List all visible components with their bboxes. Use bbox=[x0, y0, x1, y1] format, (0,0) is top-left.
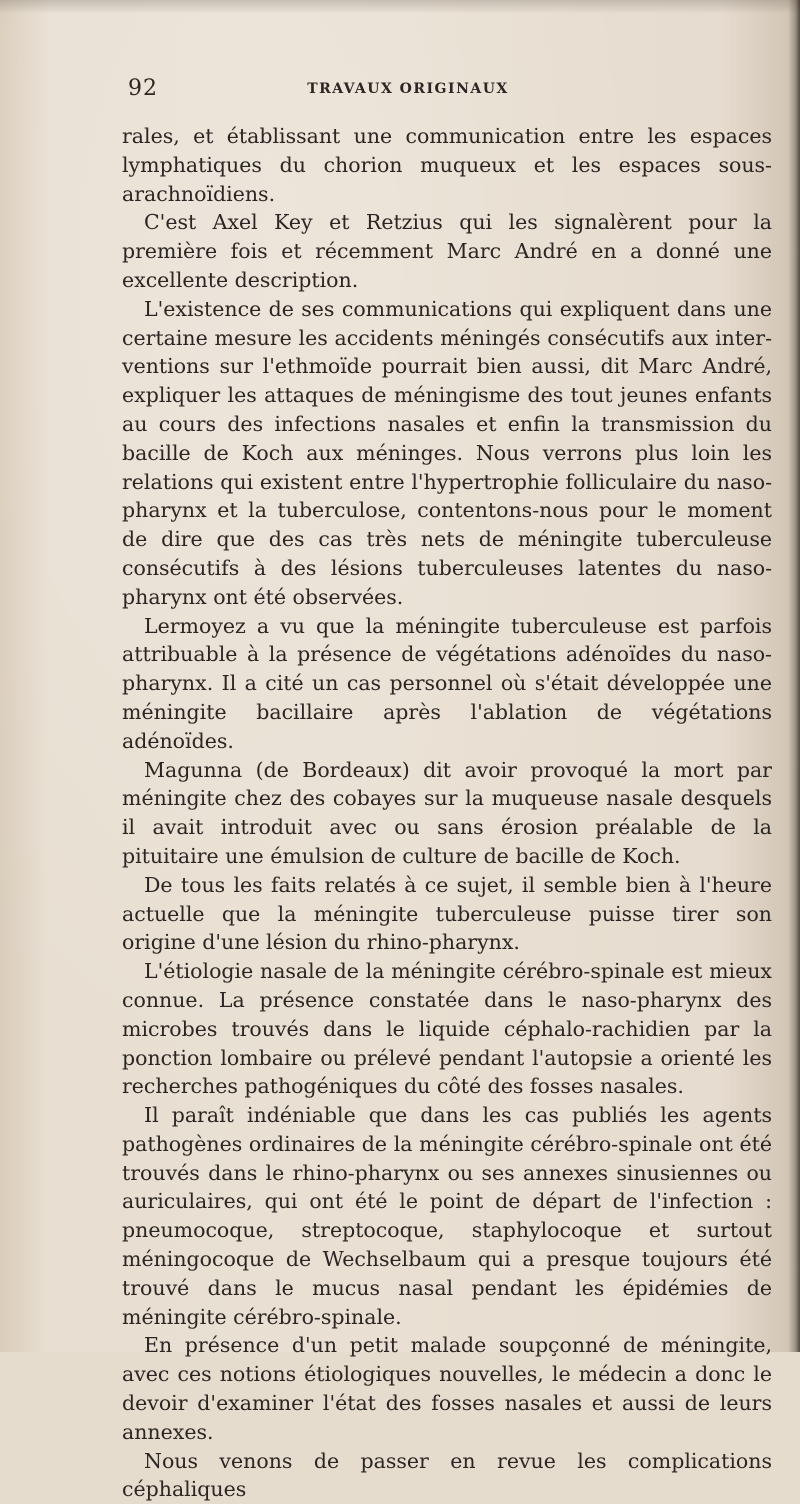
page-binding-shadow bbox=[788, 0, 800, 1352]
paragraph: C'est Axel Key et Retzius qui les signalèrent pour la première fois et récemment Marc André en a donné une excellente description. bbox=[122, 210, 772, 292]
page-top-shadow bbox=[0, 0, 800, 14]
paragraph: En présence d'un petit malade soupçonné de méningite, avec ces notions étiologiques nouvelles, le médecin a donc le devoir d'examiner l'état des fosses nasales et aussi de leurs annexes. bbox=[122, 1333, 772, 1444]
running-head: TRAVAUX ORIGINAUX bbox=[307, 81, 509, 97]
body-text bbox=[122, 122, 772, 1504]
paragraph: L'étiologie nasale de la méningite cérébro-spinale est mieux connue. La présence constatée dans le naso-pharynx des microbes trouvés dans le liquide céphalo-rachidien par la ponction lombaire ou prélevé pendant l'autopsie a orienté les recherches pathogéniques du côté des fosses nasales. bbox=[122, 959, 772, 1099]
paragraph: Magunna (de Bordeaux) dit avoir provoqué la mort par méningite chez des cobayes sur la muqueuse nasale desquels il avait introduit avec ou sans érosion préalable de la pituitaire une émulsion de culture de bacille de Koch. bbox=[122, 757, 772, 868]
page-number: 92 bbox=[128, 76, 158, 101]
page-header bbox=[128, 76, 768, 104]
paragraph: De tous les faits relatés à ce sujet, il semble bien à l'heure actuelle que la méningite tuberculeuse puisse tirer son origine d'une lésion du rhino-pharynx. bbox=[122, 872, 772, 955]
paragraph: Il paraît indéniable que dans les cas publiés les agents pathogènes ordinaires de la méningite cérébro-spinale ont été trouvés dans le rhino-pharynx ou ses annexes sinusiennes ou auriculaires, qui ont été le point de départ de l'infection : pneumocoque, streptocoque, staphylocoque et surtout méningocoque de Wechselbaum qui a presque toujours été trouvé dans le mucus nasal pendant les épidémies de méningite cérébro-spinale. bbox=[122, 1103, 772, 1329]
paragraph: L'existence de ses communications qui expliquent dans une certaine mesure les accidents méningés consécutifs aux interventions sur l'ethmoïde pourrait bien aussi, dit Marc André, expliquer les attaques de méningisme des tout jeunes enfants au cours des infections nasales et enfin la transmission du bacille de Koch aux méninges. Nous verrons plus loin les relations qui existent entre l'hypertrophie folliculaire du nasopharynx et la tuberculose, contentons-nous pour le moment de dire que des cas très nets de méningite tuberculeuse consécutifs à des lésions tuberculeuses latentes du naso-pharynx ont été observées. bbox=[122, 296, 772, 609]
paragraph: Lermoyez a vu que la méningite tuberculeuse est parfois attribuable à la présence de végétations adénoïdes du naso-pharynx. Il a cité un cas personnel où s'était développée une méningite bacillaire après l'ablation de végétations adénoïdes. bbox=[122, 613, 772, 753]
paragraph: Nous venons de passer en revue les complications céphaliques bbox=[122, 1448, 772, 1502]
paragraph: rales, et établissant une communication entre les espaces lymphatiques du chorion muqueux et les espaces sous-arachnoïdiens. bbox=[122, 124, 772, 206]
